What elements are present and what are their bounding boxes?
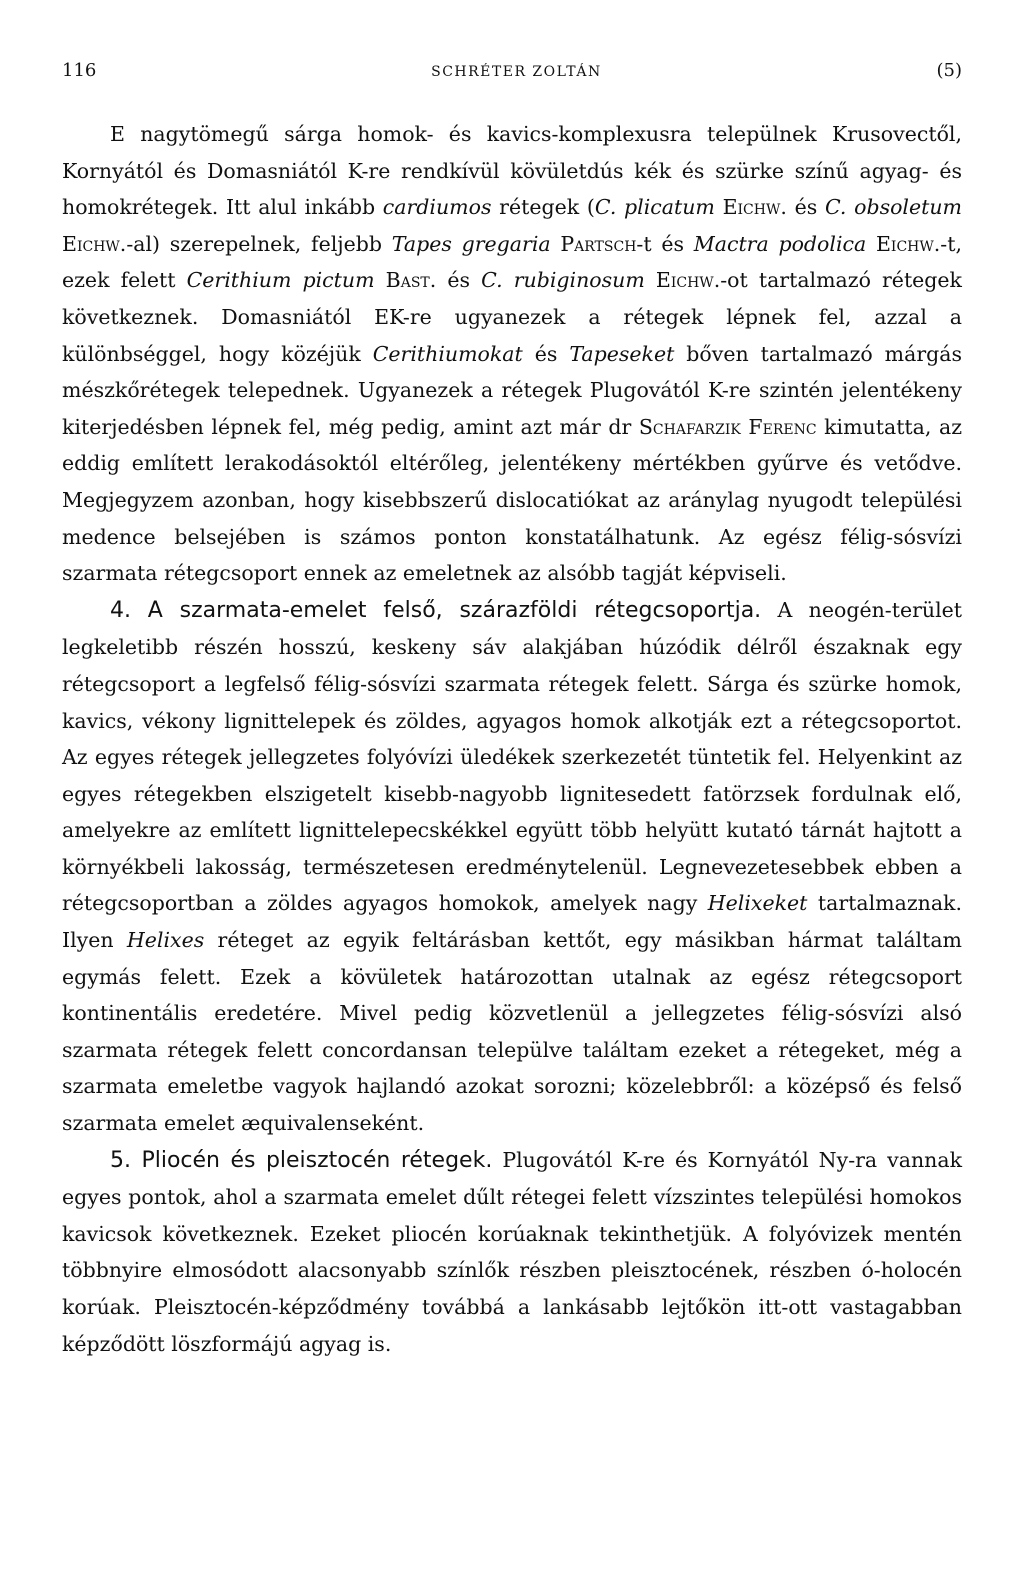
taxon-name: Tapes gregaria	[391, 231, 551, 256]
text-run	[551, 232, 561, 256]
text-run: bőven tartalmazó márgás mészkőrétegek telepednek. Ugyanezek a rétegek Plugovától K-re szintén jelentékeny kiterjedésben lépnek fel, még pedig, amint azt már dr	[62, 341, 962, 439]
taxon-name: Helixeket	[707, 891, 808, 916]
taxon-name: Cerithium pictum	[186, 268, 375, 293]
text-run: E nagytömegű sárga homok- és kavics-komplexusra települnek Krusovectől, Kornyától és Domasniától K-re rendkívül kövületdús kék és szürke színű agyag- és homokrétegek. Itt alul inkább	[62, 122, 962, 220]
text-run: -ot tartalmazó rétegek következnek. Domasniától EK-re ugyanezek a rétegek lépnek fel, azzal a különbséggel, hogy közéjük	[62, 268, 962, 366]
text-run: és	[786, 195, 825, 220]
taxon-name: C. obsoletum	[824, 195, 962, 220]
body-text	[62, 116, 962, 1362]
author-name: Eichw.	[875, 231, 941, 256]
taxon-name: Helixes	[126, 928, 205, 953]
text-run: -t és	[636, 231, 694, 256]
page-number: 116	[62, 60, 97, 81]
text-run: A neogén-terület legkeletibb részén hosszú, keskeny sáv alakjában húzódik délről északnak egy rétegcsoport a legfelső félig-sósvízi szarmata rétegek felett. Sárga és szürke homok, kavics, vékony lignittelepek és zöldes, agyagos homok alkotják ezt a rétegcsoportot. Az egyes rétegek jellegzetes folyóvízi üledékek szerkezetét tüntetik fel. Helyenkint az egyes rétegekben elszigetelt kisebb-nagyobb lignitesedett fatörzsek fordulnak elő, amelyekre az említett lignittelepecskékkel együtt több helyütt kutató tárnát hajtott a környékbeli lakosság, természetesen eredménytelenül. Legnevezetesebbek ebben a rétegcsoportban a zöldes agyagos homokok, amelyek nagy	[62, 597, 963, 916]
taxon-name: C. plicatum	[594, 195, 715, 220]
text-run	[645, 268, 656, 292]
taxon-name: cardiumos	[382, 195, 492, 220]
paragraph-2	[62, 592, 962, 1142]
author-name: Partsch	[560, 231, 637, 256]
text-run: réteget az egyik feltárásban kettőt, egy másikban hármat találtam egymás felett. Ezek a kövületek határozottan utalnak az egész rétegcsoport kontinentális eredetére. Mivel pedig közvetlenül a jellegzetes félig-sósvízi alsó szarmata rétegek felett concordansan települve találtam ezeket a rétegeket, még a szarmata emeletbe vagyok hajlandó azokat sorozni; közelebbről: a középső és felső szarmata emelet æquivalenseként.	[62, 928, 962, 1136]
author-name: Bast.	[385, 268, 437, 293]
text-run	[715, 195, 723, 219]
author-name: Eichw.	[722, 195, 787, 220]
text-run: kimutatta, az eddig említett lerakodásoktól eltérőleg, jelentékeny mértékben gyűrve és vetődve. Megjegyzem azonban, hogy kisebbszerű dislocatiókat az aránylag nyugodt települési medence belsejében is számos ponton konstatálhatunk. Az egész félig-sósvízi szarmata rétegcsoport ennek az emeletnek az alsóbb tagját képviseli.	[62, 414, 962, 586]
running-title: SCHRÉTER ZOLTÁN	[431, 64, 602, 80]
text-run	[866, 232, 876, 256]
text-run: Plugovától K-re és Kornyától Ny-ra vannak egyes pontok, ahol a szarmata emelet dűlt rétegei felett vízszintes települési homokos kavicsok következnek. Ezeket pliocén korúaknak tekinthetjük. A folyóvizek mentén többnyire elmosódott alacsonyabb színlők részben pleisztocének, részben ó-holocén korúak. Pleisztocén-képződmény továbbá a lankásabb lejtőkön itt-ott vastagabban képződött löszformájú agyag is.	[62, 1147, 963, 1356]
paragraph-1	[62, 116, 962, 592]
issue-number: (5)	[936, 60, 962, 81]
author-name: Eichw.	[655, 268, 721, 293]
text-run: rétegek (	[491, 195, 595, 220]
paragraph-3	[62, 1142, 962, 1363]
taxon-name: Mactra podolica	[693, 231, 867, 256]
section-heading-5: 5. Pliocén és pleisztocén rétegek.	[110, 1147, 493, 1173]
section-heading-4: 4. A szarmata-emelet felső, szárazföldi rétegcsoportja.	[110, 597, 762, 623]
taxon-name: Cerithiumokat	[372, 341, 523, 366]
text-run: és	[436, 268, 482, 293]
taxon-name: C. rubiginosum	[481, 268, 645, 293]
author-name: Schafarzik Ferenc	[638, 414, 817, 439]
taxon-name: Tapeseket	[569, 341, 675, 366]
text-run: tartalmaznak. Ilyen	[62, 891, 962, 953]
text-run	[375, 268, 386, 292]
text-run: -al) szerepelnek, feljebb	[126, 231, 392, 256]
author-name: Eichw.	[62, 231, 127, 256]
running-header	[62, 60, 962, 90]
document-page	[62, 60, 962, 1362]
text-run: -t, ezek felett	[62, 231, 962, 293]
text-run: és	[522, 341, 570, 366]
